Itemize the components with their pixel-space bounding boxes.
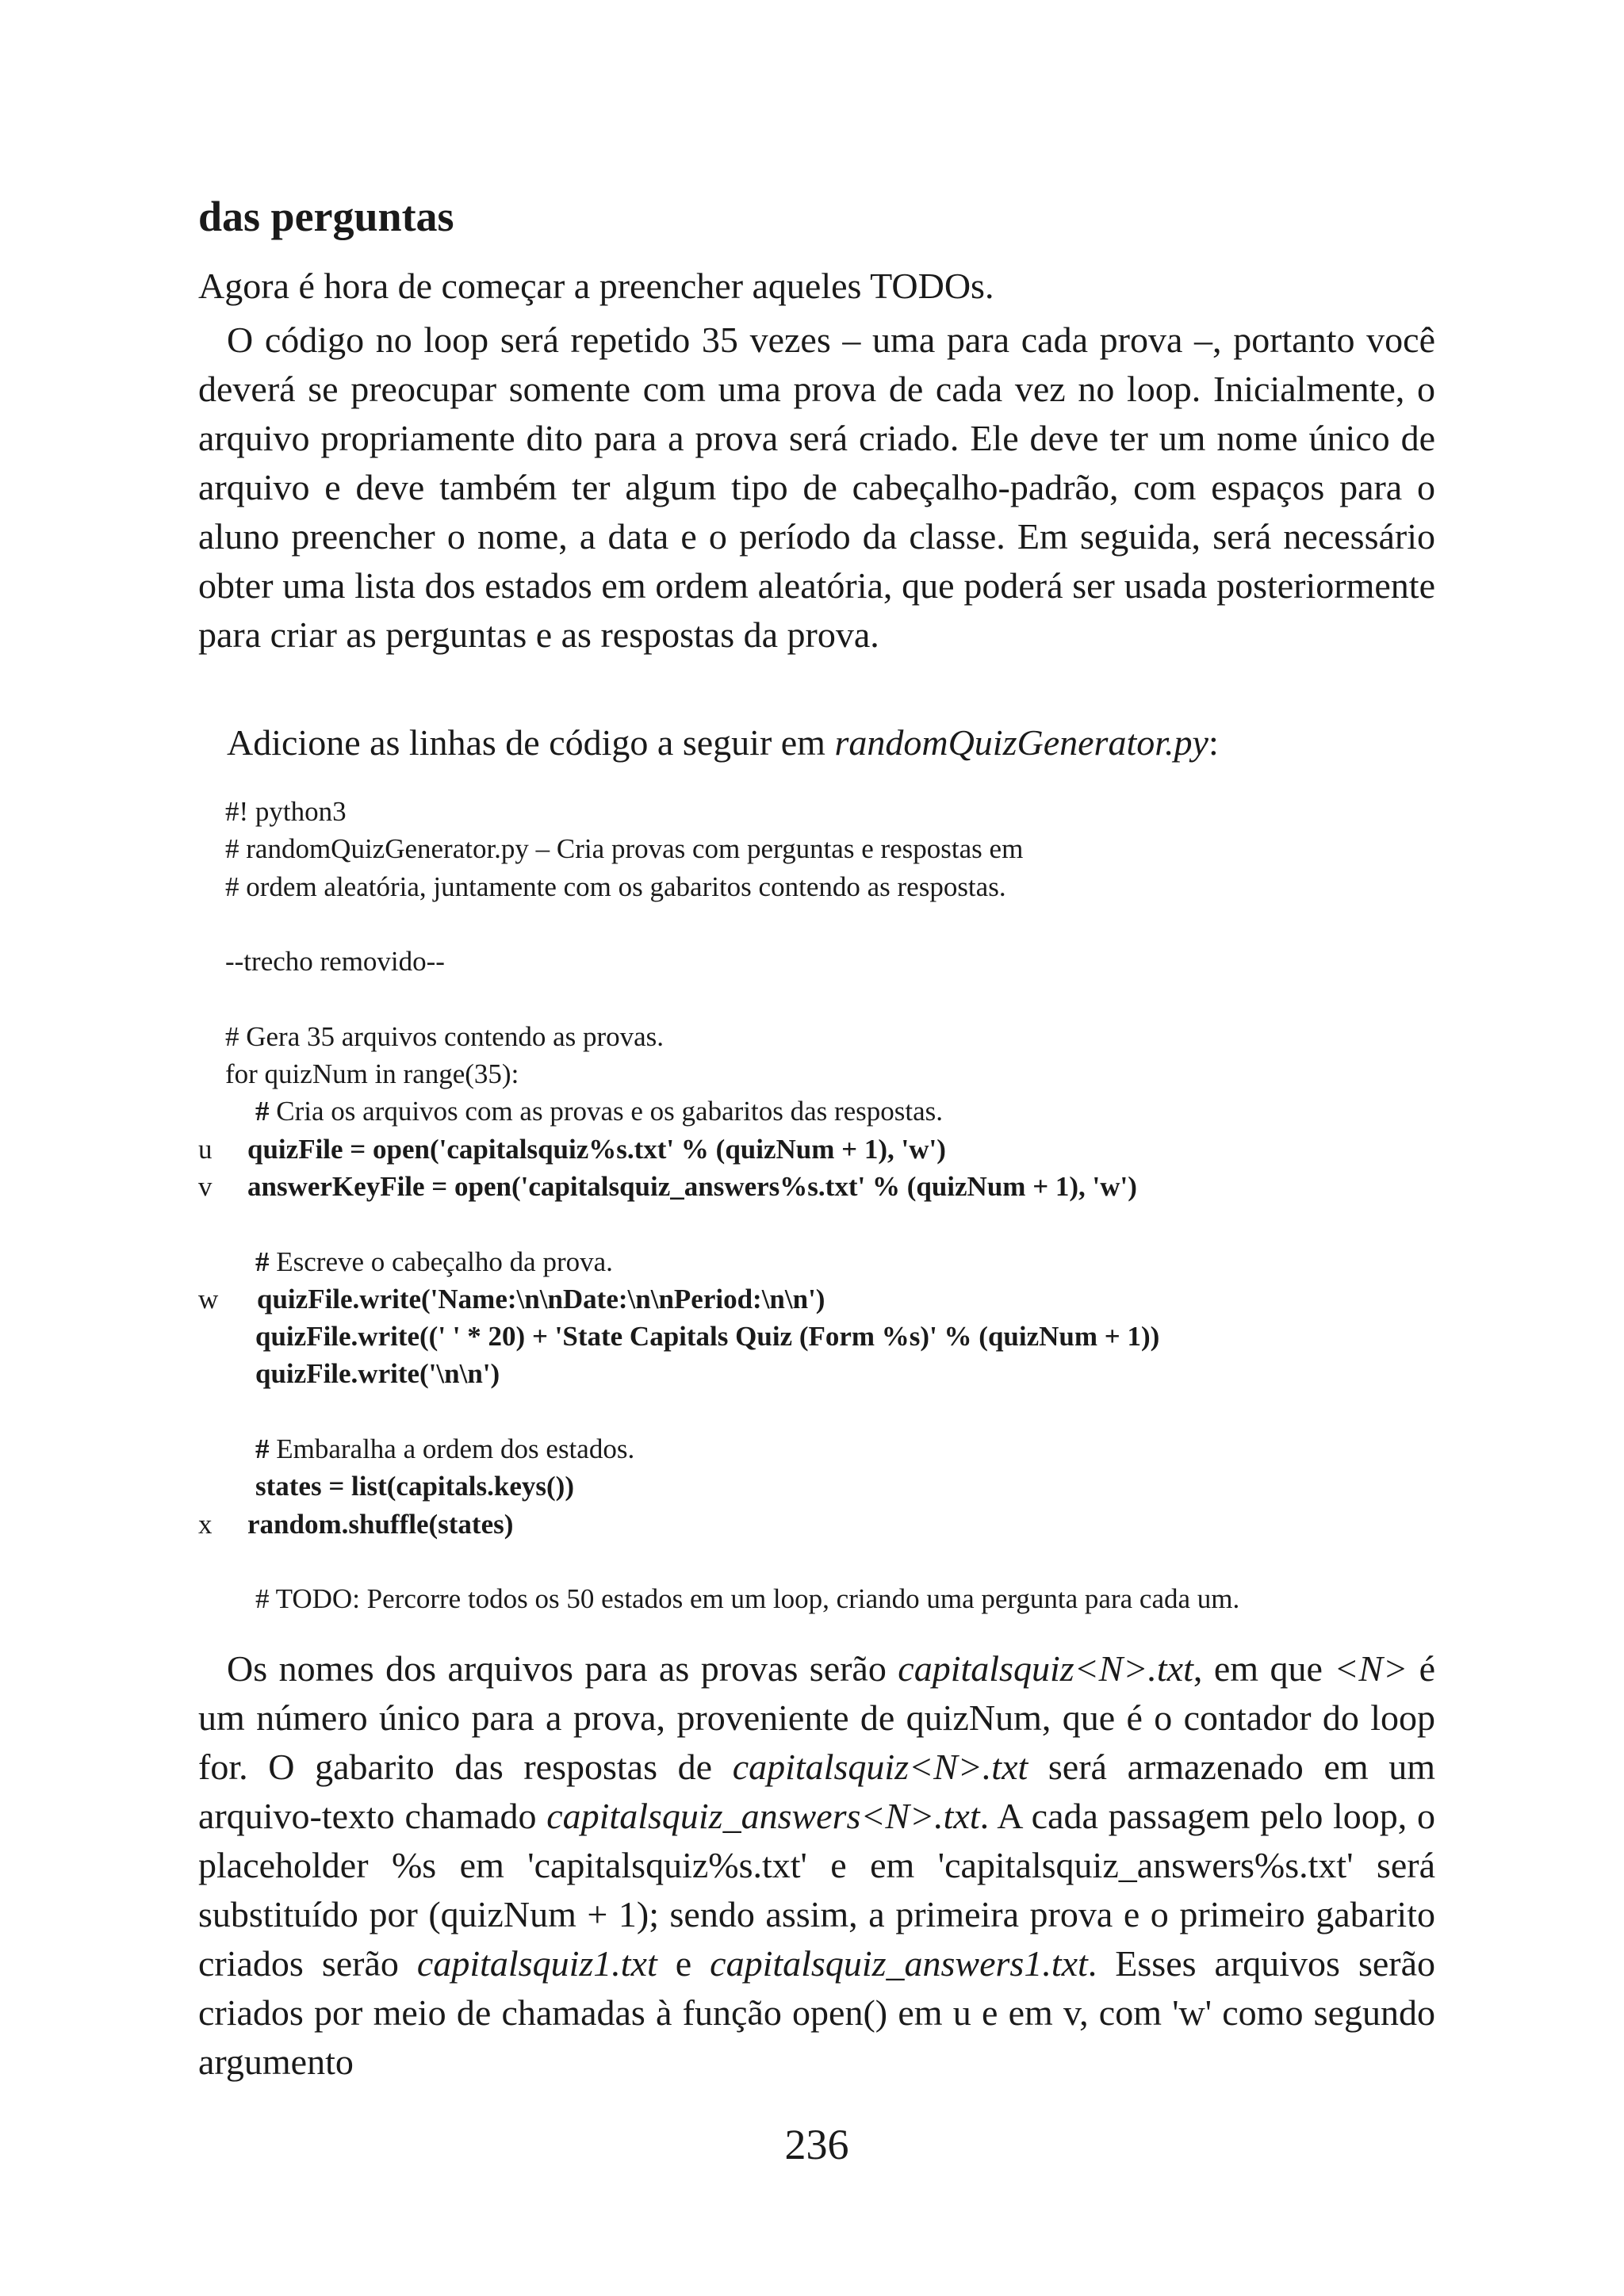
code-line: # TODO: Percorre todos os 50 estados em um loop, criando uma pergunta para cada um. [255, 1583, 1240, 1615]
explanation-paragraph [198, 1644, 1435, 2087]
code-hash: # [255, 1096, 270, 1127]
explanation-text: Os nomes dos arquivos para as provas serão [227, 1648, 898, 1689]
explanation-filename: capitalsquiz_answers1.txt [710, 1943, 1088, 1984]
body-paragraph-1: O código no loop será repetido 35 vezes – uma para cada prova –, portanto você deverá se preocupar somente com uma prova de cada vez no loop. Inicialmente, o arquivo propriamente dito para a prova será criado. Ele deve ter um nome único de arquivo e deve também ter algum tipo de cabeçalho-padrão, com espaços para o aluno preencher o nome, a data e o período da classe. Em seguida, será necessário obter uma lista dos estados em ordem aleatória, que poderá ser usada posteriormente para criar as perguntas e as respostas da prova. [198, 320, 1435, 655]
code-line-blank [198, 1393, 1435, 1430]
code-line [198, 1280, 1435, 1318]
code-line-blank [198, 905, 1435, 943]
explanation-text: e [657, 1943, 710, 1984]
code-text: answerKeyFile = open('capitalsquiz_answers%s.txt' % (quizNum + 1), 'w') [247, 1170, 1137, 1202]
explanation-text: , em que [1193, 1648, 1335, 1689]
code-text: quizFile.write('Name:\n\nDate:\n\nPeriod:\n\n') [257, 1283, 825, 1314]
code-line [198, 1168, 1435, 1205]
explanation-text: . Esses arquivos serão criados por meio de chamadas à função open() em u e em v, com 'w' como segundo argumento [198, 1943, 1436, 2082]
code-text: quizFile = open('capitalsquiz%s.txt' % (quizNum + 1), 'w') [247, 1133, 946, 1165]
explanation-filename: capitalsquiz1.txt [416, 1943, 657, 1984]
code-line: for quizNum in range(35): [225, 1058, 519, 1090]
explanation-placeholder: <N> [1334, 1648, 1408, 1689]
code-line [198, 1131, 1435, 1168]
code-comment: Embaralha a ordem dos estados. [269, 1433, 635, 1465]
code-listing [198, 793, 1435, 1618]
explanation-text: . A cada passagem pelo loop, o placeholder %s em 'capitalsquiz%s.txt' e em 'capitalsquiz_answers%s.txt' será substituído por (quizNum + 1); sendo assim, a primeira prova e o primeiro gabarito criados serão [198, 1796, 1435, 1984]
intro-paragraph: Agora é hora de começar a preencher aqueles TODOs. [198, 266, 994, 306]
code-line [198, 1093, 1435, 1130]
code-marker: v [198, 1170, 213, 1202]
explanation-filename: capitalsquiz_answers<N>.txt [546, 1796, 980, 1836]
instruction-filename: randomQuizGenerator.py [834, 722, 1208, 763]
code-line [198, 1243, 1435, 1280]
page-number: 236 [784, 2121, 849, 2168]
code-line: states = list(capitals.keys()) [255, 1471, 574, 1502]
code-text: random.shuffle(states) [247, 1508, 514, 1540]
explanation-filename: capitalsquiz<N>.txt [732, 1747, 1028, 1787]
code-line: # randomQuizGenerator.py – Cria provas com perguntas e respostas em [225, 833, 1024, 865]
code-comment: Escreve o cabeçalho da prova. [269, 1246, 613, 1277]
code-line-blank [198, 980, 1435, 1017]
explanation-text: será armazenado em um arquivo-texto chamado [198, 1747, 1436, 1836]
instruction-prefix: Adicione as linhas de código a seguir em [227, 722, 835, 763]
code-marker: x [198, 1508, 213, 1540]
code-line: #! python3 [225, 796, 347, 827]
code-line: # Gera 35 arquivos contendo as provas. [225, 1020, 665, 1052]
code-marker: w [198, 1283, 219, 1314]
section-heading: das perguntas [198, 193, 454, 240]
explanation-text: é um número único para a prova, proveniente de quizNum, que é o contador do loop for. O gabarito das respostas de [198, 1648, 1435, 1787]
code-line [198, 1430, 1435, 1468]
instruction-paragraph [198, 718, 1435, 767]
code-comment: Cria os arquivos com as provas e os gabaritos das respostas. [269, 1096, 944, 1127]
code-line-blank [198, 1543, 1435, 1580]
code-hash: # [255, 1433, 270, 1465]
code-line [198, 1506, 1435, 1543]
code-line-blank [198, 1205, 1435, 1242]
code-hash: # [255, 1246, 270, 1277]
explanation-filename: capitalsquiz<N>.txt [898, 1648, 1193, 1689]
code-line: quizFile.write('\n\n') [255, 1358, 500, 1390]
instruction-suffix: : [1208, 722, 1219, 763]
code-marker: u [198, 1133, 213, 1165]
code-line: quizFile.write((' ' * 20) + 'State Capitals Quiz (Form %s)' % (quizNum + 1)) [255, 1321, 1160, 1353]
code-line: --trecho removido-- [225, 946, 445, 978]
code-line: # ordem aleatória, juntamente com os gabaritos contendo as respostas. [225, 871, 1006, 902]
